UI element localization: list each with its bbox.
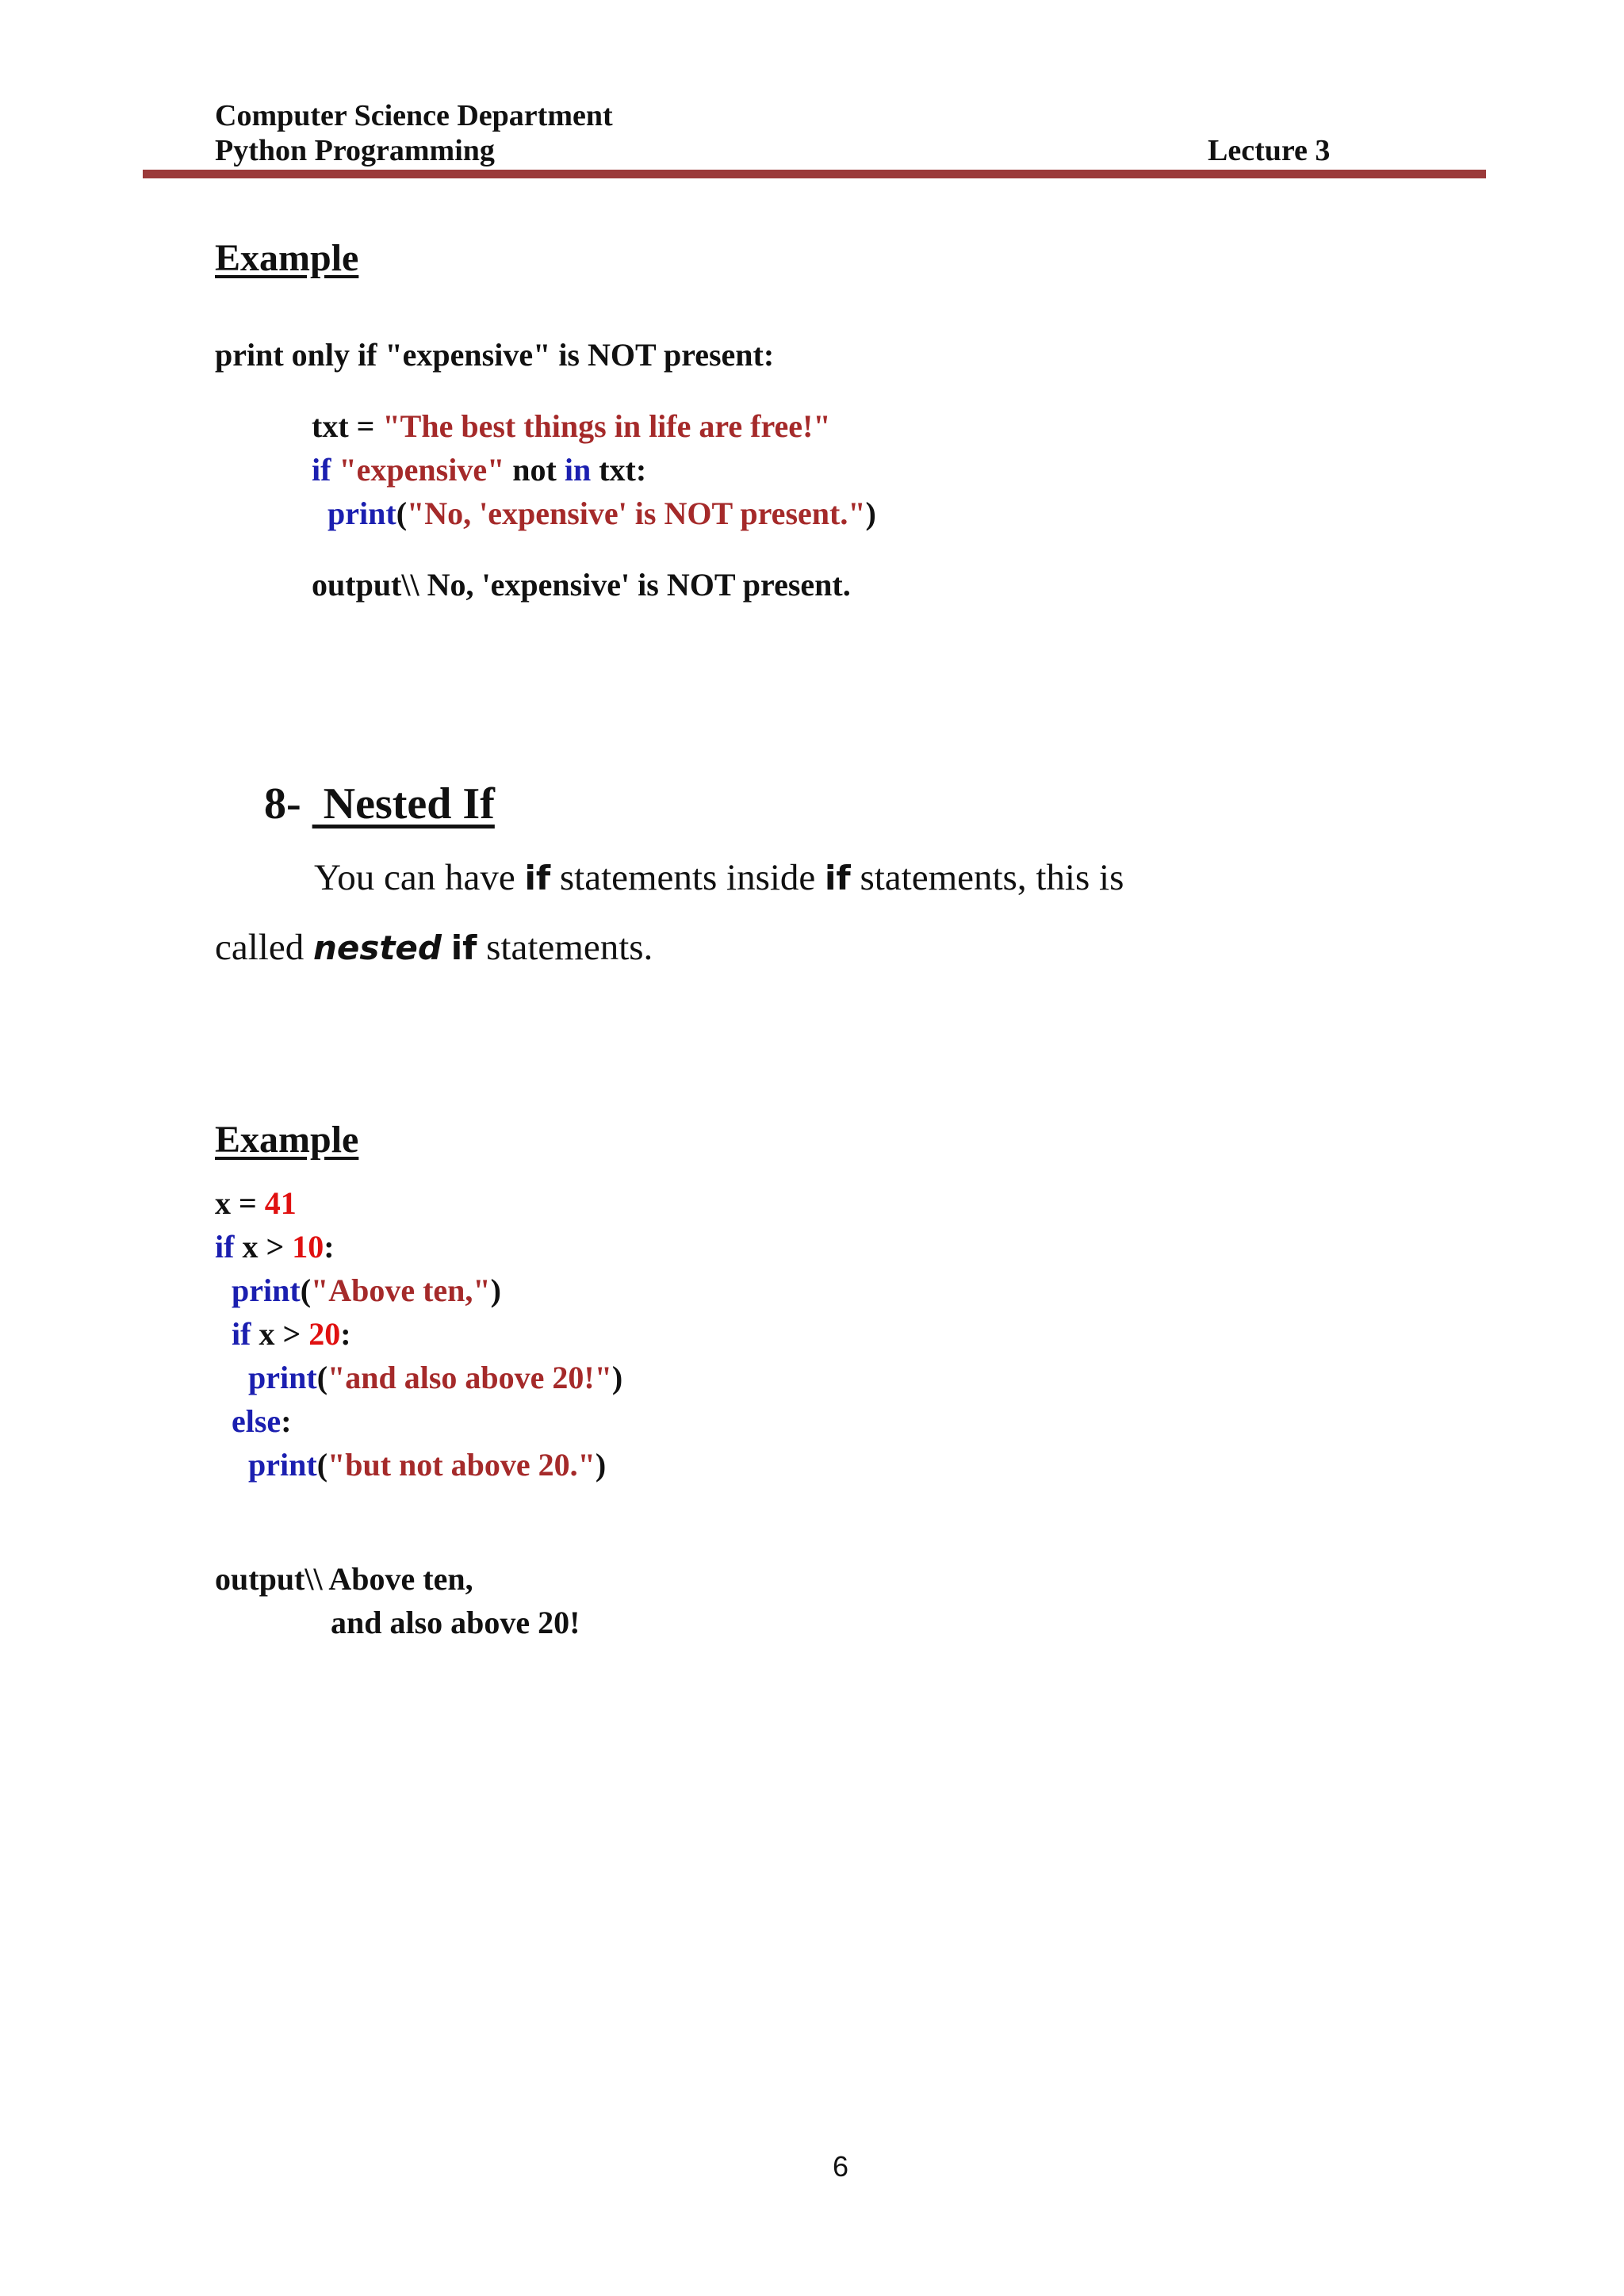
code-line: print("but not above 20.") bbox=[248, 1447, 607, 1483]
code-line: if x > 10: bbox=[215, 1229, 335, 1265]
header-lecture: Lecture 3 bbox=[1208, 134, 1331, 167]
example-heading: Example bbox=[215, 237, 359, 279]
example-description: print only if "expensive" is NOT present: bbox=[215, 337, 775, 373]
section-paragraph: You can have if statements inside if statements, this is bbox=[314, 857, 1124, 898]
output-line: and also above 20! bbox=[331, 1605, 580, 1640]
code-line: if x > 20: bbox=[232, 1316, 351, 1352]
code-line: if "expensive" not in txt: bbox=[312, 452, 647, 488]
code-line: txt = "The best things in life are free!" bbox=[312, 408, 831, 444]
output-line: output\\ Above ten, bbox=[215, 1561, 473, 1597]
section-title: 8- Nested If bbox=[264, 779, 495, 828]
code-line: else: bbox=[232, 1403, 292, 1439]
header-rule bbox=[143, 170, 1486, 178]
example-heading: Example bbox=[215, 1119, 359, 1161]
header-department: Computer Science Department bbox=[215, 99, 613, 132]
code-line: x = 41 bbox=[215, 1185, 297, 1221]
section-paragraph: called nested if statements. bbox=[215, 927, 653, 968]
code-line: print("and also above 20!") bbox=[248, 1360, 623, 1395]
header-course: Python Programming bbox=[215, 134, 495, 167]
code-line: print("Above ten,") bbox=[232, 1272, 501, 1308]
page-number: 6 bbox=[833, 2150, 849, 2183]
output-line: output\\ No, 'expensive' is NOT present. bbox=[312, 567, 851, 603]
code-line: print("No, 'expensive' is NOT present.") bbox=[327, 496, 876, 531]
